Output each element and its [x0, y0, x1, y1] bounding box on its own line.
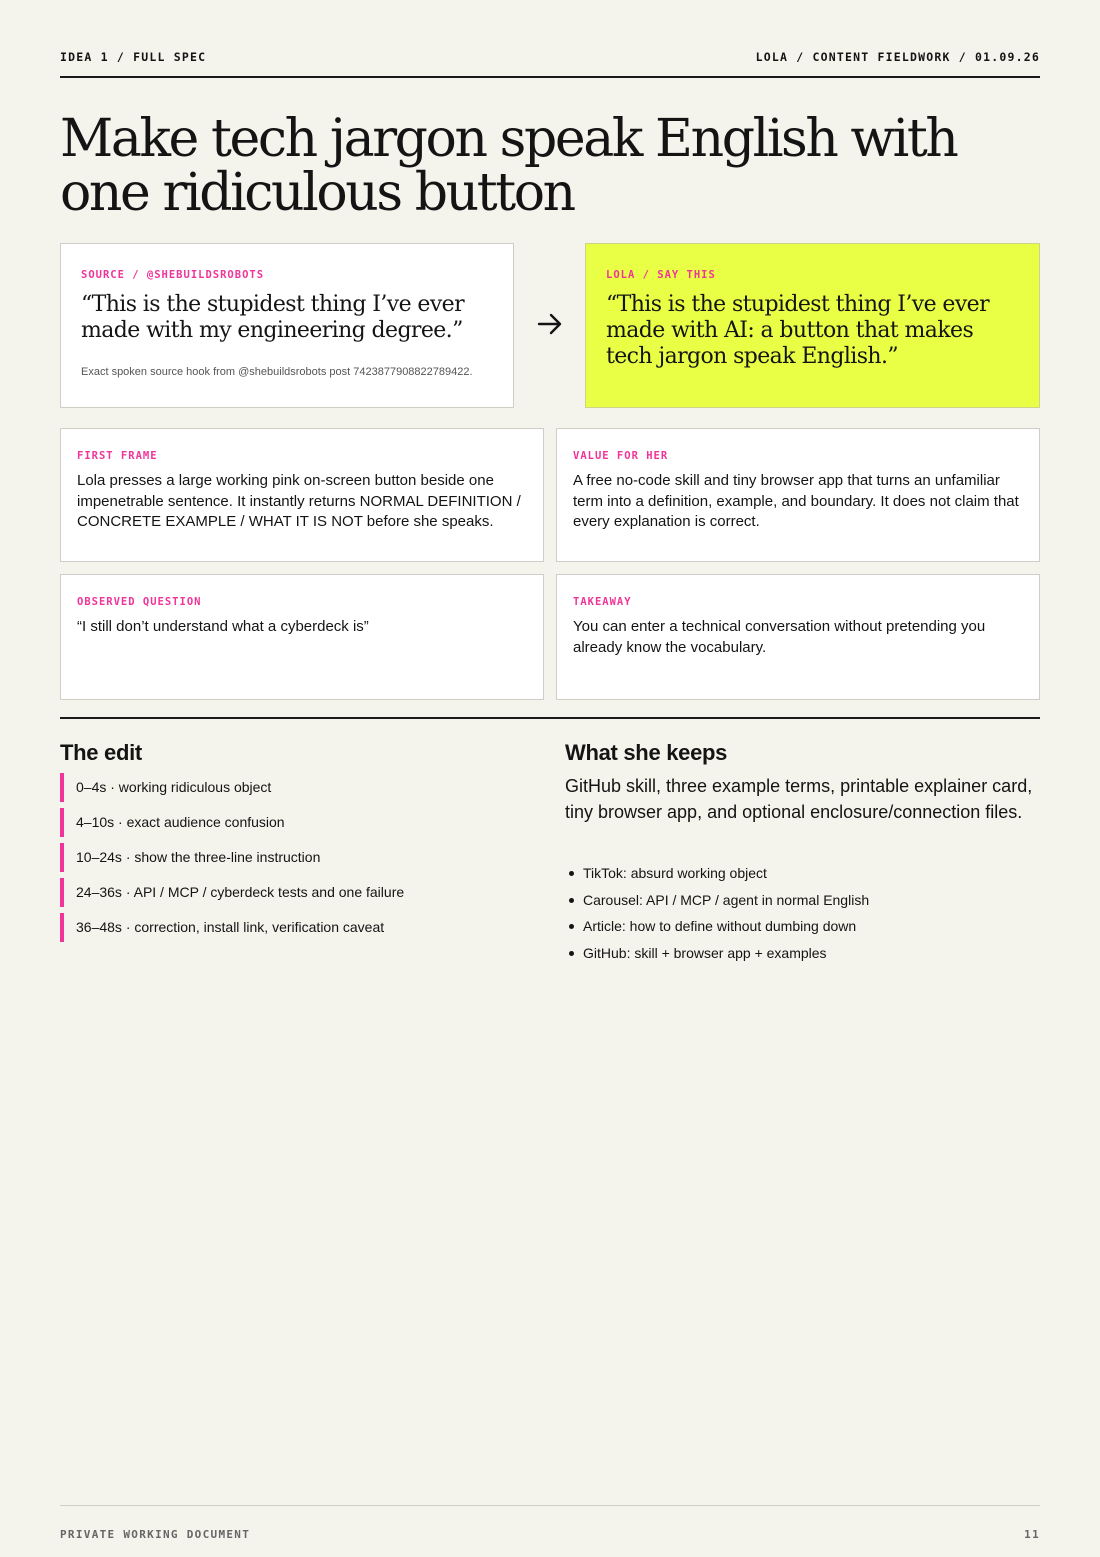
keeps-list-item: GitHub: skill + browser app + examples [565, 940, 1035, 967]
arrow-right-icon [534, 308, 566, 340]
edit-timeline-item: 10–24s · show the three-line instruction [60, 843, 530, 872]
value-for-her-label: VALUE FOR HER [573, 450, 669, 462]
say-this-quote: “This is the stupidest thing I’ve ever made with AI: a button that makes tech jargon speak English.” [606, 292, 989, 369]
section-divider [60, 717, 1040, 719]
footer-left: PRIVATE WORKING DOCUMENT [60, 1528, 251, 1541]
header-left: IDEA 1 / FULL SPEC [60, 50, 207, 64]
edit-timeline-item: 4–10s · exact audience confusion [60, 808, 530, 837]
edit-timeline-item: 36–48s · correction, install link, verification caveat [60, 913, 530, 942]
first-frame-card [60, 428, 544, 562]
takeaway-text: You can enter a technical conversation without pretending you already know the vocabulary. [573, 618, 986, 656]
edit-timeline-item: 24–36s · API / MCP / cyberdeck tests and one failure [60, 878, 530, 907]
page-title: Make tech jargon speak English with one ridiculous button [60, 109, 957, 223]
header-right: LOLA / CONTENT FIELDWORK / 01.09.26 [755, 50, 1040, 64]
observed-question-label: OBSERVED QUESTION [77, 596, 202, 608]
page-header [60, 50, 1040, 78]
keeps-heading: What she keeps [565, 740, 728, 765]
page-number: 11 [1024, 1528, 1040, 1541]
observed-question-text: “I still don’t understand what a cyberdeck is” [77, 618, 369, 635]
source-label: SOURCE / @SHEBUILDSROBOTS [81, 269, 265, 281]
edit-heading: The edit [60, 740, 142, 765]
source-quote: “This is the stupidest thing I’ve ever made with my engineering degree.” [81, 292, 464, 343]
keeps-list-item: TikTok: absurd working object [565, 860, 1035, 887]
source-card [60, 243, 514, 408]
observed-question-card [60, 574, 544, 700]
say-this-card [585, 243, 1040, 408]
takeaway-label: TAKEAWAY [573, 596, 632, 608]
value-for-her-text: A free no-code skill and tiny browser app that turns an unfamiliar term into a definition, example, and boundary. It does not claim that every explanation is correct. [573, 472, 1019, 530]
first-frame-text: Lola presses a large working pink on-screen button beside one impenetrable sentence. It instantly returns NORMAL DEFINITION / CONCRETE EXAMPLE / WHAT IT IS NOT before she speaks. [77, 472, 521, 530]
takeaway-card [556, 574, 1040, 700]
edit-timeline-list [60, 773, 530, 948]
source-note: Exact spoken source hook from @shebuildsrobots post 7423877908822789422. [81, 366, 473, 378]
keeps-list-item: Carousel: API / MCP / agent in normal English [565, 887, 1035, 914]
keeps-list-item: Article: how to define without dumbing down [565, 913, 1035, 940]
value-for-her-card [556, 428, 1040, 562]
document-page [60, 0, 1040, 1557]
keeps-summary: GitHub skill, three example terms, printable explainer card, tiny browser app, and optional enclosure/connection files. [565, 776, 1033, 822]
say-this-label: LOLA / SAY THIS [606, 269, 716, 281]
edit-timeline-item: 0–4s · working ridiculous object [60, 773, 530, 802]
first-frame-label: FIRST FRAME [77, 450, 158, 462]
page-footer [60, 1505, 1040, 1541]
keeps-list [565, 860, 1035, 966]
